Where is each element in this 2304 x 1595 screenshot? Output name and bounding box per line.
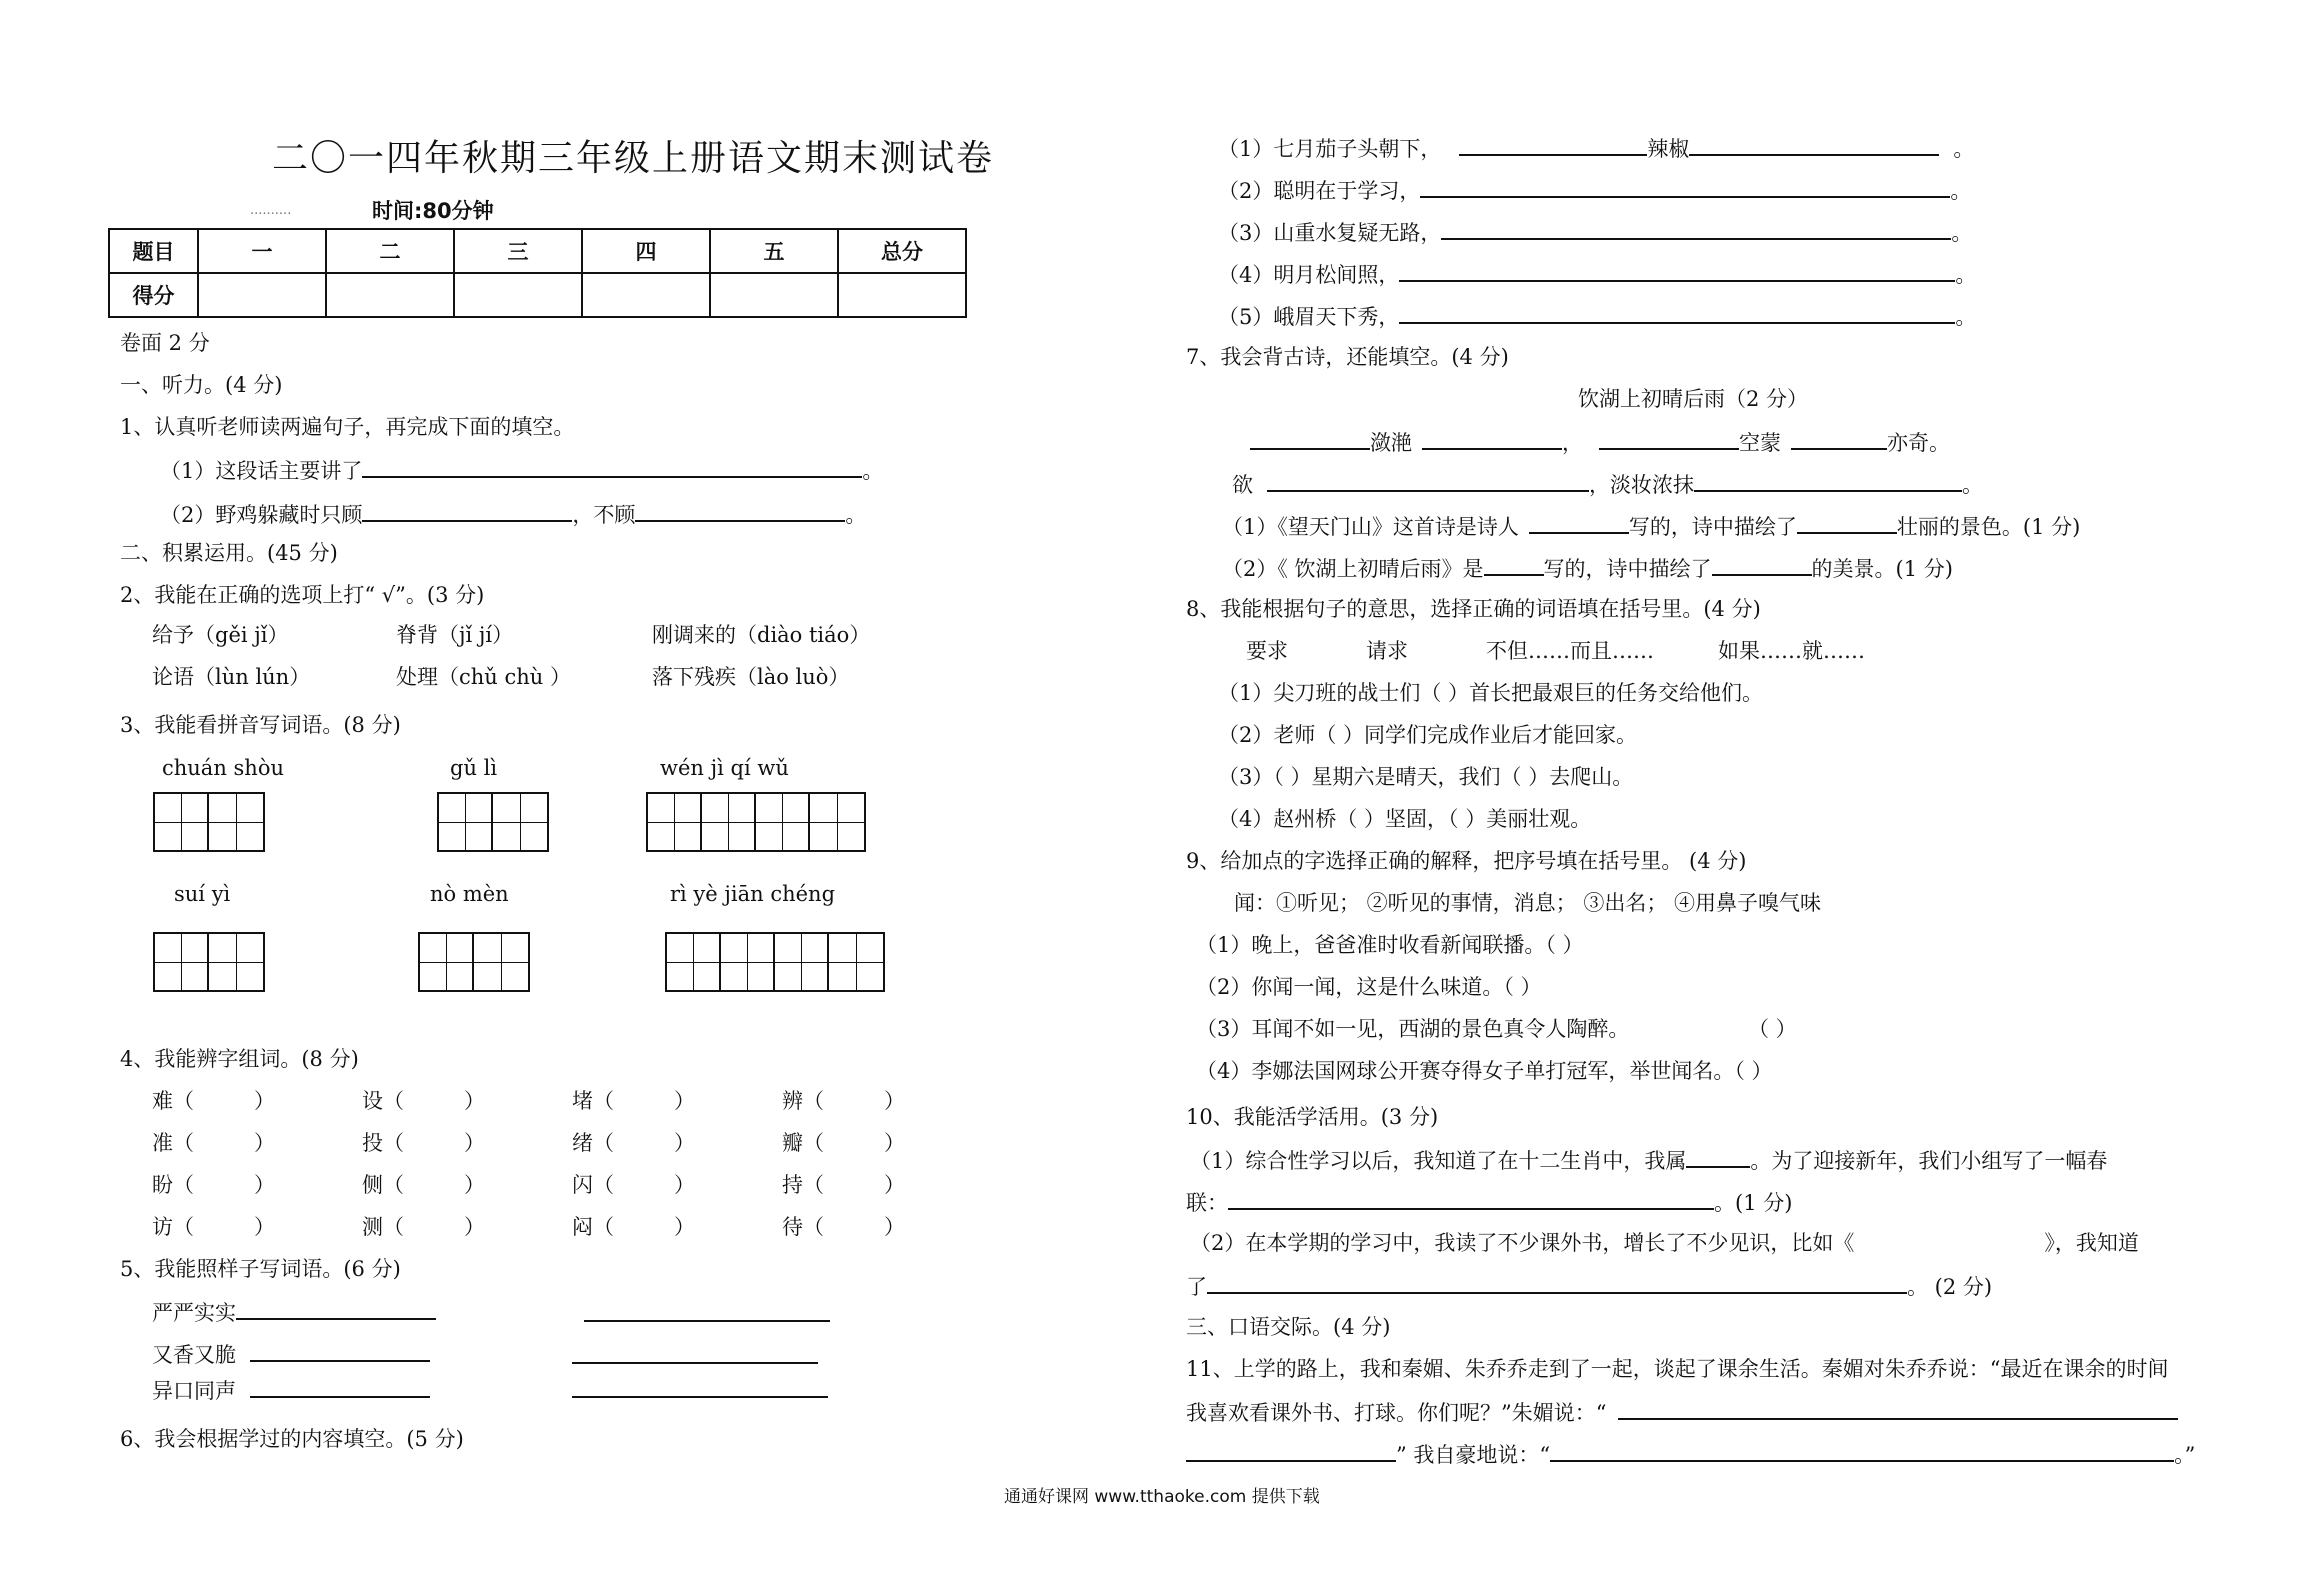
pinyin-label: nò mèn [430,882,509,906]
char-group-item[interactable] [152,1130,275,1156]
question-line [1186,1398,2178,1426]
poem-title: 饮湖上初晴后雨（2 分） [1578,387,1809,411]
question-line [1190,1146,2107,1174]
question-text: 》，我知道 [2044,1231,2139,1255]
char-group-close: ） [674,1173,695,1197]
question-text: （1）七月茄子头朝下， [1218,137,1442,161]
answer-blank[interactable] [1267,470,1589,492]
question-text: 我喜欢看课外书、打球。你们呢？”朱媚说：“ [1186,1401,1607,1425]
example-word: 又香又脆 [152,1343,236,1367]
answer-bracket[interactable]: （ ） [1748,1017,1797,1041]
punct: 。 [845,503,867,527]
char-group-item[interactable] [362,1130,485,1156]
char-group-item[interactable] [782,1130,905,1156]
question-text: （5）峨眉天下秀， [1218,305,1400,329]
char-group-char: 绪（ [572,1131,614,1155]
char-group-char: 辨（ [782,1089,824,1113]
word-choice: 要求 [1246,639,1288,663]
answer-blank[interactable] [236,1298,436,1320]
punct: 。 [862,459,884,483]
char-group-item[interactable] [152,1214,275,1240]
char-group-char: 访（ [152,1215,194,1239]
char-group-item[interactable] [362,1214,485,1240]
question-text: 2、我能在正确的选项上打“ √”。(3 分) [120,583,485,607]
fill-sentence[interactable]: （3）（ ）星期六是晴天，我们（ ）去爬山。 [1218,765,1634,789]
question-text: （2）聪明在于学习， [1218,179,1421,203]
answer-blank[interactable] [1399,302,1955,324]
char-group-close: ） [464,1173,485,1197]
answer-blank[interactable] [1550,1440,2174,1462]
fill-sentence[interactable]: （2）老师（ ）同学们完成作业后才能回家。 [1218,723,1638,747]
poem-text: ， [1562,431,1583,455]
question-text: 5、我能照样子写词语。(6 分) [120,1257,401,1281]
char-group-char: 准（ [152,1131,194,1155]
answer-blank[interactable] [1228,1188,1714,1210]
question-text: （2）在本学期的学习中，我读了不少课外书，增长了不少见识，比如《 [1190,1231,1855,1255]
answer-blank[interactable] [1618,1398,2178,1420]
question-line [1190,1230,2139,1256]
question-text: （2）《 饮湖上初晴后雨》是 [1222,557,1484,581]
question-line [1218,176,1971,204]
question-text: （2）野鸡躲藏时只顾 [160,503,363,527]
question-line [160,456,883,484]
char-group-char: 持（ [782,1173,824,1197]
question-line [1186,1440,2195,1468]
pinyin-choice[interactable]: 论语（lùn lún） [152,665,311,689]
answer-blank[interactable] [1694,470,1962,492]
question-text: 11、上学的路上，我和秦媚、朱乔乔走到了一起，谈起了课余生活。秦媚对朱乔乔说：“最近在课余的时间 [1186,1357,2169,1381]
poem-text: 潋滟 [1370,431,1412,455]
writing-grid[interactable] [153,932,265,992]
question-text: （4）明月松间照， [1218,263,1400,287]
answer-blank[interactable] [1207,1272,1907,1294]
char-group-close: ） [884,1089,905,1113]
char-group-item[interactable] [572,1214,695,1240]
char-group-close: ） [884,1215,905,1239]
fill-sentence[interactable]: （4）李娜法国网球公开赛夺得女子单打冠军，举世闻名。（ ） [1196,1059,1773,1083]
pinyin-label: rì yè jiān chéng [670,882,836,906]
score-row [109,273,966,317]
char-group-item[interactable] [362,1172,485,1198]
char-group-item[interactable] [572,1130,695,1156]
char-group-char: 闷（ [572,1215,614,1239]
poem-text: 空蒙 [1739,431,1781,455]
char-group-char: 待（ [782,1215,824,1239]
char-group-close: ） [254,1173,275,1197]
char-group-item[interactable] [782,1214,905,1240]
answer-blank[interactable] [362,500,572,522]
question-text: （3）山重水复疑无路， [1218,221,1442,245]
paper-neatness: 卷面 2 分 [120,331,210,355]
word-choice: 不但……而且…… [1486,639,1654,663]
char-group-item[interactable] [152,1088,275,1114]
punct: 。 [1955,263,1977,287]
fill-sentence: （3）耳闻不如一见，西湖的景色真令人陶醉。 [1196,1017,1630,1041]
answer-blank[interactable] [572,1362,818,1364]
score-header-row [109,229,966,273]
poem-line [1232,470,1983,498]
example-word: 异口同声 [152,1379,236,1403]
score-header: 三 [454,229,582,273]
question-text: 。 (2 分) [1907,1275,1993,1299]
poem-text: 欲 [1232,473,1253,497]
question-line [1218,134,1974,162]
question-text: （1）这段话主要讲了 [160,459,363,483]
answer-blank[interactable] [1686,1146,1750,1168]
dots: .......... [250,203,292,218]
answer-blank[interactable] [1250,428,1370,450]
question-line [1218,302,1976,330]
section-heading: 二、积累运用。(45 分) [120,541,338,565]
question-text: 1、认真听老师读两遍句子，再完成下面的填空。 [120,415,575,439]
punct: 。 [1955,305,1977,329]
poem-text: 亦奇。 [1887,431,1950,455]
punct: 。 [1953,137,1975,161]
question-text: 写的，诗中描绘了 [1628,515,1797,539]
punct: 。 [1951,221,1973,245]
question-text: 7、我会背古诗，还能填空。(4 分) [1186,345,1509,369]
poem-line [1250,428,1950,456]
page-title: 二〇一四年秋期三年级上册语文期末测试卷 [272,138,995,179]
question-text: （1）《望天门山》这首诗是诗人 [1222,515,1519,539]
score-row-label: 得分 [109,273,198,317]
answer-blank[interactable] [1712,554,1812,576]
example-word: 严严实实 [152,1301,236,1325]
char-group-close: ） [674,1089,695,1113]
score-cell[interactable] [838,273,966,317]
score-header: 二 [326,229,454,273]
question-text: （1）综合性学习以后，我知道了在十二生肖中，我属 [1190,1149,1687,1173]
char-group-close: ） [884,1131,905,1155]
char-group-char: 闪（ [572,1173,614,1197]
char-group-close: ） [464,1131,485,1155]
score-header: 题目 [109,229,198,273]
question-line [160,500,866,528]
char-group-close: ） [254,1215,275,1239]
example-line [152,1340,430,1368]
answer-blank[interactable] [1484,554,1544,576]
score-cell[interactable] [326,273,454,317]
section-heading: 一、听力。(4 分) [120,373,283,397]
char-group-item[interactable] [152,1172,275,1198]
question-text: 6、我会根据学过的内容填空。(5 分) [120,1427,464,1451]
example-line [152,1376,430,1404]
char-group-char: 测（ [362,1215,404,1239]
question-text: 。(1 分) [1714,1191,1793,1215]
answer-blank[interactable] [572,1396,828,1398]
pinyin-choice[interactable]: 处理（chǔ chù ） [396,665,571,689]
exam-time: 时间:80分钟 [372,199,494,223]
question-text: 壮丽的景色。(1 分) [1896,515,2081,539]
writing-grid[interactable] [646,792,866,852]
score-cell[interactable] [710,273,838,317]
char-group-char: 投（ [362,1131,404,1155]
answer-blank[interactable] [1186,1440,1396,1462]
pinyin-label: suí yì [174,882,231,906]
char-group-close: ） [464,1215,485,1239]
char-group-char: 侧（ [362,1173,404,1197]
pinyin-choice[interactable]: 刚调来的（diào tiáo） [652,623,871,647]
answer-blank[interactable] [1791,428,1887,450]
punct: 。” [2174,1443,2196,1467]
score-table [108,228,967,318]
answer-blank[interactable] [1797,512,1897,534]
answer-blank[interactable] [1529,512,1629,534]
char-group-char: 难（ [152,1089,194,1113]
fill-sentence[interactable]: （2）你闻一闻，这是什么味道。（ ） [1196,975,1542,999]
score-header: 一 [198,229,326,273]
writing-grid[interactable] [437,792,549,852]
question-text: 3、我能看拼音写词语。(8 分) [120,713,401,737]
char-group-close: ） [464,1089,485,1113]
question-line [1186,1188,1792,1216]
answer-blank[interactable] [1441,218,1951,240]
answer-blank[interactable] [362,456,862,478]
fill-sentence[interactable]: （1）晚上，爸爸准时收看新闻联播。（ ） [1196,933,1584,957]
pinyin-choice[interactable]: 落下残疾（lào luò） [652,665,850,689]
score-cell[interactable] [582,273,710,317]
question-line [1222,554,1953,582]
poem-text: ，淡妆浓抹 [1589,473,1694,497]
char-group-char: 盼（ [152,1173,194,1197]
writing-grid[interactable] [665,932,885,992]
question-text: 了 [1186,1275,1207,1299]
score-header: 总分 [838,229,966,273]
answer-blank[interactable] [250,1376,430,1398]
score-header: 四 [582,229,710,273]
answer-blank[interactable] [1420,176,1950,198]
pinyin-label: wén jì qí wǔ [660,756,789,780]
score-header: 五 [710,229,838,273]
question-text: 的美景。(1 分) [1811,557,1953,581]
char-group-close: ） [674,1215,695,1239]
pinyin-choice[interactable]: 给予（gěi jǐ） [152,623,289,647]
question-text: 。为了迎接新年，我们小组写了一幅春 [1750,1149,2108,1173]
question-text: 8、我能根据句子的意思，选择正确的词语填在括号里。(4 分) [1186,597,1761,621]
question-line [1222,512,2080,540]
char-group-item[interactable] [572,1088,695,1114]
answer-blank[interactable] [584,1320,830,1322]
question-line [1186,1272,1992,1300]
word-choice: 如果……就…… [1718,639,1865,663]
fill-sentence[interactable]: （1）尖刀班的战士们（ ）首长把最艰巨的任务交给他们。 [1218,681,1764,705]
question-line [1218,218,1972,246]
char-group-item[interactable] [362,1088,485,1114]
question-text: 写的，诗中描绘了 [1543,557,1712,581]
score-cell[interactable] [198,273,326,317]
pinyin-label: gǔ lì [450,756,498,780]
char-group-item[interactable] [572,1172,695,1198]
writing-grid[interactable] [418,932,530,992]
score-cell[interactable] [454,273,582,317]
writing-grid[interactable] [153,792,265,852]
char-group-item[interactable] [782,1172,905,1198]
answer-blank[interactable] [1422,428,1562,450]
char-group-char: 堵（ [572,1089,614,1113]
example-line [152,1298,436,1326]
question-text: 联： [1186,1191,1228,1215]
section-heading: 三、口语交际。(4 分) [1186,1315,1391,1339]
question-text: 4、我能辨字组词。(8 分) [120,1047,359,1071]
word-choice: 请求 [1366,639,1408,663]
answer-blank[interactable] [1599,428,1739,450]
answer-blank[interactable] [1399,260,1955,282]
meaning-options: 闻：①听见； ②听见的事情，消息； ③出名； ④用鼻子嗅气味 [1234,891,1822,915]
question-text: 9、给加点的字选择正确的解释，把序号填在括号里。 (4 分) [1186,849,1747,873]
punct: 。 [1950,179,1972,203]
pinyin-label: chuán shòu [162,756,285,780]
question-text: ” 我自豪地说：“ [1396,1443,1551,1467]
answer-blank[interactable] [1689,134,1939,156]
char-group-close: ） [254,1131,275,1155]
char-group-close: ） [674,1131,695,1155]
pinyin-choice[interactable]: 脊背（jǐ jí） [396,623,514,647]
answer-blank[interactable] [250,1340,430,1362]
question-text: 10、我能活学活用。(3 分) [1186,1105,1439,1129]
footer-credit: 通通好课网 www.tthaoke.com 提供下载 [1004,1487,1320,1507]
punct: 。 [1962,473,1983,497]
answer-blank[interactable] [1459,134,1647,156]
question-text: ，不顾 [572,503,636,527]
char-group-close: ） [254,1089,275,1113]
question-line [1218,260,1976,288]
char-group-close: ） [884,1173,905,1197]
char-group-char: 设（ [362,1089,404,1113]
answer-blank[interactable] [635,500,845,522]
char-group-item[interactable] [782,1088,905,1114]
question-text: 辣椒 [1647,137,1690,161]
fill-sentence[interactable]: （4）赵州桥（ ）坚固，（ ）美丽壮观。 [1218,807,1592,831]
char-group-char: 瓣（ [782,1131,824,1155]
